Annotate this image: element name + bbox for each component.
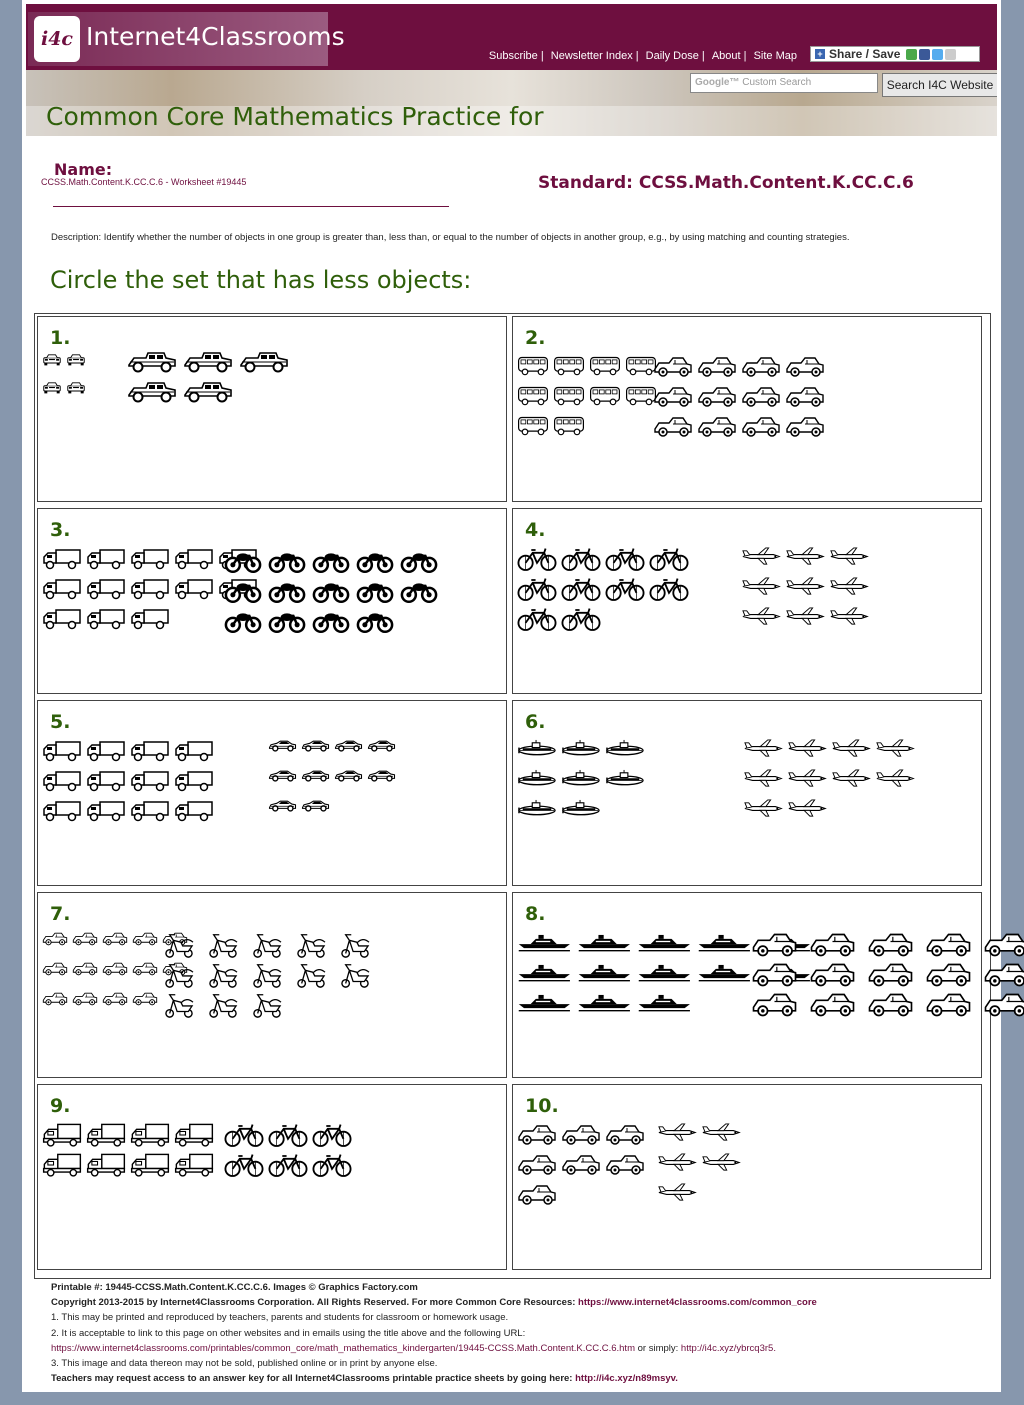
object-set-b[interactable]: [224, 1123, 356, 1183]
problem-cell[interactable]: [37, 316, 507, 502]
problem-number: 4.: [525, 519, 546, 541]
submarine-icon: [605, 739, 645, 758]
sports-car-icon: [334, 769, 363, 782]
bicycle-icon: [268, 1123, 308, 1149]
bicycle-icon: [312, 1153, 352, 1179]
problem-grid: [34, 313, 991, 1279]
share-green-icon[interactable]: [906, 49, 917, 60]
pickup-truck-icon: [72, 961, 98, 977]
social-icons: [906, 49, 956, 60]
sports-car-icon: [268, 769, 297, 782]
moving-truck-icon: [174, 1153, 214, 1177]
scooter-icon: [206, 931, 240, 959]
pickup-truck-icon: [102, 961, 128, 977]
jet-plane-icon: [829, 607, 869, 626]
van-icon: [517, 415, 549, 436]
van-icon: [589, 385, 621, 406]
delivery-truck-icon: [130, 547, 170, 571]
pickup-truck-icon: [102, 991, 128, 1007]
scooter-icon: [162, 991, 196, 1019]
pickup-truck-icon: [42, 991, 68, 1007]
pickup-truck-icon: [72, 931, 98, 947]
scooter-icon: [250, 991, 284, 1019]
delivery-truck-icon: [42, 799, 82, 823]
problem-number: 10.: [525, 1095, 559, 1117]
jet-plane-icon: [829, 577, 869, 596]
pickup-truck-icon: [102, 931, 128, 947]
pickup-truck-icon: [42, 931, 68, 947]
speedboat-icon: [697, 931, 753, 952]
pickup-truck-icon: [983, 931, 1024, 959]
problem-number: 9.: [50, 1095, 71, 1117]
object-set-b[interactable]: [653, 355, 829, 445]
search-button[interactable]: Search I4C Website: [882, 73, 997, 97]
jet-plane-icon: [787, 799, 827, 818]
problem-number: 7.: [50, 903, 71, 925]
van-icon: [553, 385, 585, 406]
jet-plane-icon: [875, 739, 915, 758]
share-save-button[interactable]: [810, 46, 980, 62]
motorcycle-icon: [312, 607, 350, 635]
problem-number: 2.: [525, 327, 546, 349]
moving-truck-icon: [174, 1123, 214, 1147]
van-icon: [517, 385, 549, 406]
object-set-a[interactable]: [42, 353, 90, 409]
footer-printable: Printable #: 19445-CCSS.Math.Content.K.CC.C.6. Images © Graphics Factory.com: [51, 1282, 418, 1293]
problem-number: 1.: [50, 327, 71, 349]
speedboat-icon: [697, 961, 753, 982]
sedan-car-icon: [42, 353, 62, 366]
share-label: Share / Save: [829, 47, 901, 61]
more-icon[interactable]: [945, 49, 956, 60]
van-icon: [553, 355, 585, 376]
delivery-truck-icon: [42, 769, 82, 793]
scooter-icon: [162, 931, 196, 959]
footer-answer-key-link[interactable]: http://i4c.xyz/n89msyv.: [575, 1373, 678, 1385]
delivery-truck-icon: [130, 769, 170, 793]
speedboat-icon: [517, 991, 573, 1012]
motorcycle-icon: [356, 577, 394, 605]
site-header: [26, 4, 997, 136]
sports-car-icon: [268, 799, 297, 812]
instruction: Circle the set that has less objects:: [50, 266, 472, 294]
nav-site-map[interactable]: Site Map: [753, 50, 797, 62]
speedboat-icon: [637, 991, 693, 1012]
bicycle-icon: [649, 577, 689, 603]
vintage-car-icon: [182, 351, 234, 373]
jet-plane-icon: [785, 607, 825, 626]
pickup-truck-icon: [925, 931, 972, 959]
pickup-truck-icon: [751, 991, 798, 1019]
delivery-truck-icon: [174, 739, 214, 763]
sedan-car-icon: [66, 353, 86, 366]
sports-car-icon: [301, 769, 330, 782]
footer-url-short[interactable]: http://i4c.xyz/ybrcq3r5.: [680, 1342, 776, 1354]
worksheet-id: CCSS.Math.Content.K.CC.C.6 - Worksheet #19445: [41, 177, 247, 187]
scooter-icon: [294, 931, 328, 959]
jet-plane-icon: [701, 1153, 741, 1172]
jet-plane-icon: [785, 547, 825, 566]
footer-url-mid: or simply:: [634, 1342, 681, 1354]
jet-plane-icon: [787, 739, 827, 758]
name-line: [53, 206, 449, 207]
motorcycle-icon: [268, 607, 306, 635]
speedboat-icon: [577, 961, 633, 982]
motorcycle-icon: [224, 547, 262, 575]
motorcycle-icon: [312, 547, 350, 575]
bicycle-icon: [649, 547, 689, 573]
submarine-icon: [517, 799, 557, 818]
delivery-truck-icon: [86, 547, 126, 571]
delivery-truck-icon: [86, 799, 126, 823]
footer-common-core-link[interactable]: https://www.internet4classrooms.com/common_core: [578, 1297, 817, 1309]
object-set-b[interactable]: [162, 931, 382, 1021]
pickup-truck-icon: [785, 385, 825, 409]
jet-plane-icon: [831, 769, 871, 788]
delivery-truck-icon: [174, 799, 214, 823]
pickup-truck-icon: [697, 415, 737, 439]
pickup-truck-icon: [653, 415, 693, 439]
jet-plane-icon: [785, 577, 825, 596]
object-set-a[interactable]: [517, 1123, 649, 1213]
problem-cell[interactable]: [37, 508, 507, 694]
moving-truck-icon: [86, 1153, 126, 1177]
page-title: Common Core Mathematics Practice for: [46, 102, 544, 131]
object-set-a[interactable]: [517, 355, 661, 445]
scooter-icon: [294, 961, 328, 989]
search-placeholder: Custom Search: [742, 77, 812, 88]
page: [22, 0, 1001, 1392]
moving-truck-icon: [130, 1153, 170, 1177]
pickup-truck-icon: [741, 385, 781, 409]
pickup-truck-icon: [42, 961, 68, 977]
vintage-car-icon: [126, 381, 178, 403]
object-set-b[interactable]: [126, 351, 294, 411]
object-set-a[interactable]: [517, 739, 649, 829]
van-icon: [589, 355, 621, 376]
object-set-a[interactable]: [517, 547, 693, 637]
delivery-truck-icon: [86, 769, 126, 793]
delivery-truck-icon: [42, 577, 82, 601]
pickup-truck-icon: [605, 1153, 645, 1177]
search-input[interactable]: [690, 73, 878, 93]
speedboat-icon: [517, 961, 573, 982]
delivery-truck-icon: [42, 739, 82, 763]
pickup-truck-icon: [867, 931, 914, 959]
bicycle-icon: [517, 607, 557, 633]
i4c-logo-icon: i4c: [34, 16, 80, 62]
jet-plane-icon: [743, 739, 783, 758]
sedan-car-icon: [42, 381, 62, 394]
delivery-truck-icon: [86, 577, 126, 601]
bicycle-icon: [561, 547, 601, 573]
motorcycle-icon: [356, 607, 394, 635]
delivery-truck-icon: [86, 607, 126, 631]
speedboat-icon: [577, 931, 633, 952]
submarine-icon: [561, 739, 601, 758]
delivery-truck-icon: [174, 769, 214, 793]
jet-plane-icon: [657, 1123, 697, 1142]
object-set-b[interactable]: [268, 739, 400, 829]
nav-daily-dose[interactable]: Daily Dose |: [645, 50, 705, 62]
submarine-icon: [561, 799, 601, 818]
site-logo[interactable]: [28, 12, 345, 66]
problem-cell[interactable]: [512, 508, 982, 694]
pickup-truck-icon: [983, 961, 1024, 989]
bicycle-icon: [268, 1153, 308, 1179]
pickup-truck-icon: [132, 991, 158, 1007]
pickup-truck-icon: [751, 961, 798, 989]
problem-cell[interactable]: [512, 892, 982, 1078]
motorcycle-icon: [268, 547, 306, 575]
submarine-icon: [517, 739, 557, 758]
delivery-truck-icon: [174, 547, 214, 571]
delivery-truck-icon: [42, 607, 82, 631]
motorcycle-icon: [312, 577, 350, 605]
scooter-icon: [206, 991, 240, 1019]
google-label: Google™: [695, 77, 740, 88]
pickup-truck-icon: [925, 991, 972, 1019]
bicycle-icon: [605, 577, 645, 603]
submarine-icon: [561, 769, 601, 788]
footer-teacher: Teachers may request access to an answer key for all Internet4Classrooms printable practice sheets by going here:: [51, 1373, 573, 1385]
delivery-truck-icon: [86, 739, 126, 763]
bicycle-icon: [561, 607, 601, 633]
object-set-b[interactable]: [224, 547, 444, 637]
vintage-car-icon: [182, 381, 234, 403]
moving-truck-icon: [42, 1153, 82, 1177]
problem-number: 6.: [525, 711, 546, 733]
delivery-truck-icon: [42, 547, 82, 571]
problem-cell[interactable]: [37, 700, 507, 886]
van-icon: [517, 355, 549, 376]
pickup-truck-icon: [983, 991, 1024, 1019]
pickup-truck-icon: [741, 355, 781, 379]
pickup-truck-icon: [809, 961, 856, 989]
problem-number: 3.: [50, 519, 71, 541]
pickup-truck-icon: [867, 991, 914, 1019]
bicycle-icon: [224, 1153, 264, 1179]
footer-copyright: Copyright 2013-2015 by Internet4Classrooms Corporation. All Rights Reserved. For more Common Core Resources:: [51, 1297, 576, 1309]
bicycle-icon: [561, 577, 601, 603]
problem-cell[interactable]: [512, 316, 982, 502]
van-icon: [553, 415, 585, 436]
plus-icon: +: [815, 49, 825, 59]
facebook-icon[interactable]: [919, 49, 930, 60]
jet-plane-icon: [741, 577, 781, 596]
moving-truck-icon: [86, 1123, 126, 1147]
jet-plane-icon: [741, 547, 781, 566]
speedboat-icon: [577, 991, 633, 1012]
pickup-truck-icon: [751, 931, 798, 959]
jet-plane-icon: [741, 607, 781, 626]
pickup-truck-icon: [785, 355, 825, 379]
pickup-truck-icon: [653, 355, 693, 379]
delivery-truck-icon: [130, 739, 170, 763]
name-label: Name:: [54, 160, 113, 179]
bicycle-icon: [517, 547, 557, 573]
footer-line3: 3. This image and data thereon may not be sold, published online or in print by anyone else.: [51, 1358, 438, 1370]
pickup-truck-icon: [867, 961, 914, 989]
pickup-truck-icon: [653, 385, 693, 409]
twitter-icon[interactable]: [932, 49, 943, 60]
sports-car-icon: [367, 769, 396, 782]
object-set-b[interactable]: [657, 1123, 745, 1213]
sports-car-icon: [334, 739, 363, 752]
sports-car-icon: [268, 739, 297, 752]
footer: [51, 1280, 991, 1386]
jet-plane-icon: [657, 1183, 697, 1202]
object-set-b[interactable]: [741, 547, 873, 637]
nav-subscribe[interactable]: Subscribe |: [488, 50, 544, 62]
moving-truck-icon: [130, 1123, 170, 1147]
pickup-truck-icon: [561, 1123, 601, 1147]
bicycle-icon: [312, 1123, 352, 1149]
pickup-truck-icon: [517, 1153, 557, 1177]
jet-plane-icon: [875, 769, 915, 788]
sports-car-icon: [301, 739, 330, 752]
scooter-icon: [206, 961, 240, 989]
pickup-truck-icon: [132, 961, 158, 977]
delivery-truck-icon: [130, 577, 170, 601]
sports-car-icon: [367, 739, 396, 752]
jet-plane-icon: [657, 1153, 697, 1172]
motorcycle-icon: [224, 607, 262, 635]
motorcycle-icon: [224, 577, 262, 605]
sports-car-icon: [301, 799, 330, 812]
problem-number: 5.: [50, 711, 71, 733]
pickup-truck-icon: [697, 385, 737, 409]
motorcycle-icon: [356, 547, 394, 575]
jet-plane-icon: [743, 799, 783, 818]
delivery-truck-icon: [130, 607, 170, 631]
delivery-truck-icon: [130, 799, 170, 823]
pickup-truck-icon: [517, 1183, 557, 1207]
problem-cell[interactable]: [37, 892, 507, 1078]
jet-plane-icon: [831, 739, 871, 758]
speedboat-icon: [517, 931, 573, 952]
footer-line2: 2. It is acceptable to link to this page on other websites and in emails using the title above and the following URL:: [51, 1327, 526, 1339]
motorcycle-icon: [268, 577, 306, 605]
object-set-a[interactable]: [42, 739, 218, 829]
pickup-truck-icon: [697, 355, 737, 379]
speedboat-icon: [637, 931, 693, 952]
jet-plane-icon: [829, 547, 869, 566]
description: Description: Identify whether the number of objects in one group is greater than, less than, or equal to the number of objects in another group, e.g., by using matching and counting strategies.: [51, 232, 850, 243]
jet-plane-icon: [787, 769, 827, 788]
problem-cell[interactable]: [37, 1084, 507, 1270]
bicycle-icon: [605, 547, 645, 573]
jet-plane-icon: [701, 1123, 741, 1142]
scooter-icon: [338, 931, 372, 959]
scooter-icon: [162, 961, 196, 989]
problem-number: 8.: [525, 903, 546, 925]
motorcycle-icon: [400, 547, 438, 575]
pickup-truck-icon: [517, 1123, 557, 1147]
problem-cell[interactable]: [512, 700, 982, 886]
pickup-truck-icon: [925, 961, 972, 989]
object-set-b[interactable]: [743, 739, 919, 829]
bicycle-icon: [517, 577, 557, 603]
pickup-truck-icon: [132, 931, 158, 947]
jet-plane-icon: [743, 769, 783, 788]
submarine-icon: [517, 769, 557, 788]
sedan-car-icon: [66, 381, 86, 394]
pickup-truck-icon: [809, 931, 856, 959]
scooter-icon: [250, 961, 284, 989]
pickup-truck-icon: [561, 1153, 601, 1177]
scooter-icon: [250, 931, 284, 959]
object-set-b[interactable]: [751, 931, 1024, 1021]
pickup-truck-icon: [741, 415, 781, 439]
nav-newsletter-index[interactable]: Newsletter Index |: [550, 50, 639, 62]
top-nav: [485, 50, 797, 62]
delivery-truck-icon: [174, 577, 214, 601]
object-set-a[interactable]: [42, 1123, 218, 1183]
brand-name: Internet4Classrooms: [86, 22, 345, 51]
problem-cell[interactable]: [512, 1084, 982, 1270]
pickup-truck-icon: [605, 1123, 645, 1147]
vintage-car-icon: [238, 351, 290, 373]
pickup-truck-icon: [72, 991, 98, 1007]
standard-label: Standard: CCSS.Math.Content.K.CC.C.6: [538, 173, 914, 193]
footer-line1: 1. This may be printed and reproduced by teachers, parents and students for classroom or homework usage.: [51, 1312, 509, 1324]
pickup-truck-icon: [785, 415, 825, 439]
footer-url-long[interactable]: https://www.internet4classrooms.com/printables/common_core/math_mathematics_kindergarten/19445-CCSS.Math.Content.K.CC.C.6.htm: [51, 1342, 635, 1354]
moving-truck-icon: [42, 1123, 82, 1147]
bicycle-icon: [224, 1123, 264, 1149]
pickup-truck-icon: [809, 991, 856, 1019]
vintage-car-icon: [126, 351, 178, 373]
nav-about[interactable]: About |: [711, 50, 747, 62]
submarine-icon: [605, 769, 645, 788]
motorcycle-icon: [400, 577, 438, 605]
scooter-icon: [338, 961, 372, 989]
speedboat-icon: [637, 961, 693, 982]
